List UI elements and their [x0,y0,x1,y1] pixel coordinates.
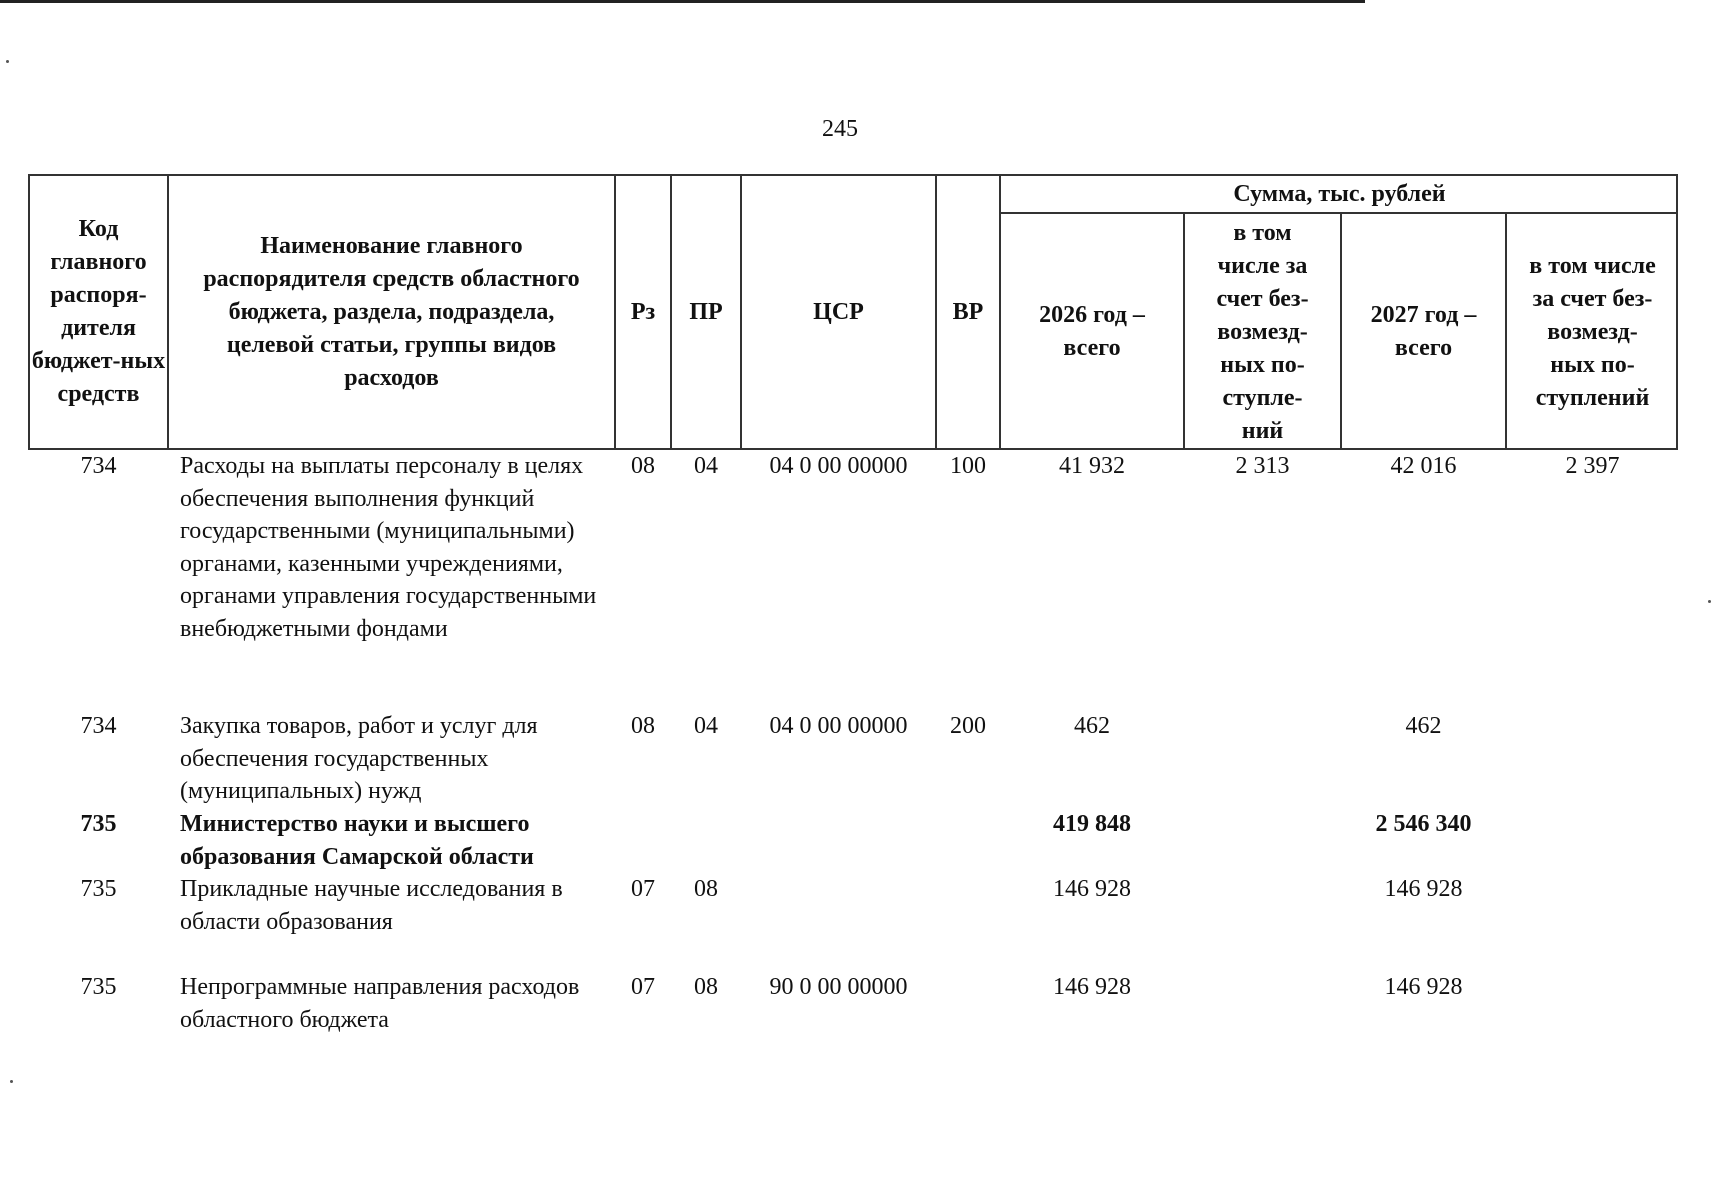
row-vr: 100 [950,453,986,479]
row-code: 734 [80,713,117,739]
row-2027-total: 146 928 [1384,876,1463,902]
row-pr: 04 [694,713,718,739]
header-2027-total: 2027 год – всего [1370,302,1477,361]
row-2026-total: 146 928 [1053,876,1131,902]
row-csr: 04 0 00 00000 [769,453,908,479]
row-rz: 07 [631,974,655,1000]
row-2027-total: 42 016 [1390,453,1457,479]
header-csr: ЦСР [813,298,864,325]
row-2026-total: 41 932 [1059,453,1125,479]
row-vr: 200 [950,713,986,739]
header-vr: ВР [952,298,984,325]
row-code: 735 [80,876,117,902]
header-sum: Сумма, тыс. рублей [1233,180,1446,207]
header-pr: ПР [689,298,723,325]
header-rz: Рз [630,298,656,325]
row-2026-total: 419 848 [1053,811,1131,837]
top-rule [0,0,1365,3]
row-2027-total: 2 546 340 [1375,811,1472,837]
row-name: Министерство науки и высшего образования Самарской области [180,811,534,870]
row-rz: 07 [631,876,655,902]
header-code: Код главного распоря-дителя бюджет-ных средств [31,216,166,407]
header-2026-grant: в том числе за счет без-возмезд-ных по-ступле-ний [1216,219,1309,444]
row-2026-total: 146 928 [1053,974,1131,1000]
row-csr: 04 0 00 00000 [769,713,908,739]
row-2027-grant: 2 397 [1565,453,1620,479]
page-number: 245 [822,116,858,142]
header-name: Наименование главного распорядителя средств областного бюджета, раздела, подраздела, целевой статьи, группы видов расходов [203,232,580,391]
header-2027-grant: в том числе за счет без-возмезд-ных по-ступлений [1529,252,1656,411]
row-2026-total: 462 [1074,713,1110,739]
row-code: 734 [80,453,117,479]
row-2027-total: 146 928 [1384,974,1463,1000]
row-2026-grant: 2 313 [1235,453,1290,479]
header-2026-total: 2026 год – всего [1039,302,1145,361]
row-rz: 08 [631,453,655,479]
row-name: Расходы на выплаты персоналу в целях обеспечения выполнения функций государственными (муниципальными) органами, казенными учреждениями, органами управления государственными внебюджетными фондами [180,453,597,642]
row-name: Закупка товаров, работ и услуг для обеспечения государственных (муниципальных) нужд [180,713,538,804]
scan-speck [6,60,9,63]
row-2027-total: 462 [1405,713,1442,739]
row-code: 735 [80,974,117,1000]
row-name: Непрограммные направления расходов областного бюджета [180,974,580,1033]
row-code: 735 [80,811,117,837]
row-csr: 90 0 00 00000 [769,974,908,1000]
scan-speck [1708,600,1711,603]
row-rz: 08 [631,713,655,739]
row-pr: 04 [694,453,718,479]
row-pr: 08 [694,876,718,902]
scan-speck [10,1080,13,1083]
row-name: Прикладные научные исследования в области образования [180,876,563,935]
row-pr: 08 [694,974,718,1000]
